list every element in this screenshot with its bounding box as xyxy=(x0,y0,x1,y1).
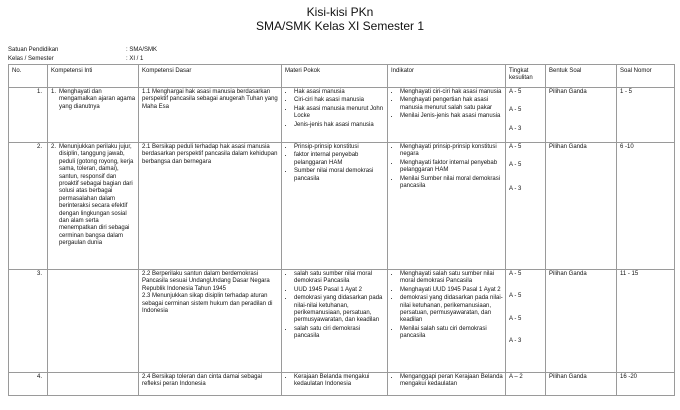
kd-item: 1.1 Menghargai hak asasi manusia berdasarkan perspektif pancasila sebagai anugerah Tuhan yang Maha Esa xyxy=(142,89,278,110)
tingkat-value: A - 5 xyxy=(509,293,522,300)
row-no: 1. xyxy=(9,88,48,143)
header-indikator: Indikator xyxy=(388,65,506,88)
indikator-item: • demokrasi yang didasarkan pada nilai-nilai ketuhanan, perikemanusiaan, persatuan, permusyawaratan, dan keadilan xyxy=(400,295,503,325)
row-ki xyxy=(48,143,139,270)
class-label: Kelas / Semester xyxy=(8,56,54,62)
grid-table xyxy=(8,64,675,396)
materi-item: • demokrasi yang didasarkan pada nilai-nilai ketuhanan, perikemanusiaan, persatuan, permusyawaratan, dan keadilan xyxy=(294,295,385,325)
tingkat-value: A - 3 xyxy=(509,338,522,345)
header-tingkat: Tingkat kesulitan xyxy=(506,65,546,88)
header-bentuk: Bentuk Soal xyxy=(546,65,617,88)
kd-item: 2.4 Bersikap toleran dan cinta damai sebagai refleksi peran Indonesia xyxy=(142,374,263,388)
indikator-item: • Menghayati faktor internal penyebab pelanggaran HAM xyxy=(400,160,503,175)
tingkat-value: A - 5 xyxy=(509,315,522,322)
materi-item: • Kerajaan Belanda mengakui kedaulatan Indonesia xyxy=(294,374,385,389)
tingkat-value: A - 5 xyxy=(509,144,522,150)
row-soal: 16 -20 xyxy=(617,373,675,396)
row-materi xyxy=(282,270,388,373)
ki-number: 1. xyxy=(51,89,57,95)
row-soal: 1 - 5 xyxy=(617,88,675,143)
materi-item: • Hak asasi manusia xyxy=(294,89,385,96)
indikator-item: • Menilai Sumber nilai moral demokrasi pancasila xyxy=(400,176,503,191)
header-soal: Soal Nomor xyxy=(617,65,675,88)
materi-item: • Ciri-ciri hak asasi manusia xyxy=(294,97,385,104)
indikator-item: • Menilai Jenis-jenis hak asasi manusia xyxy=(400,113,503,120)
materi-item: • Sumber nilai moral demokrasi pancasila xyxy=(294,168,385,183)
row-kd xyxy=(139,373,282,396)
table-row xyxy=(9,373,675,396)
table-row xyxy=(9,270,675,373)
ki-text: Menghayati dan mengamalkan ajaran agama yang dianutnya xyxy=(59,89,136,110)
indikator-item: • Menghayati prinsip-prinsip konstitusi negara xyxy=(400,144,503,159)
row-kd xyxy=(139,143,282,270)
row-ki xyxy=(48,88,139,143)
class-line xyxy=(8,55,143,63)
tingkat-value: A - 3 xyxy=(509,125,522,132)
row-no: 4. xyxy=(9,373,48,396)
header-ki: Kompetensi Inti xyxy=(48,65,139,88)
school-value: : SMA/SMK xyxy=(126,47,158,53)
row-no: 2. xyxy=(9,143,48,270)
school-line xyxy=(8,46,157,54)
materi-item: • UUD 1945 Pasal 1 Ayat 2 xyxy=(294,287,385,294)
row-materi xyxy=(282,143,388,270)
indikator-item: • Menghayati salah satu sumber nilai moral demokrasi Pancasila xyxy=(400,271,503,286)
row-indikator xyxy=(388,88,506,143)
indikator-item: • Menghayati ciri-ciri hak asasi manusia xyxy=(400,89,503,96)
materi-item: • Prinsip-prinsip konstitusi xyxy=(294,144,385,151)
row-indikator xyxy=(388,270,506,373)
materi-item: • Jenis-jenis hak asasi manusia xyxy=(294,122,385,129)
row-bentuk: Pilihan Ganda xyxy=(546,373,617,396)
row-ki xyxy=(48,270,139,373)
materi-item: • salah satu sumber nilai moral demokrasi Pancasila xyxy=(294,271,385,286)
indikator-item: • Menghayati pengertian hak asasi manusia menurut salah satu pakar xyxy=(400,97,503,112)
row-tingkat xyxy=(506,373,546,396)
table-row xyxy=(9,88,675,143)
tingkat-value: A - 5 xyxy=(509,107,522,114)
row-materi xyxy=(282,88,388,143)
materi-item: • faktor internal penyebab pelanggaran HAM xyxy=(294,152,385,167)
row-tingkat xyxy=(506,270,546,373)
row-bentuk: Pilihan Ganda xyxy=(546,143,617,270)
kd-item: 2.1 Bersikap peduli terhadap hak asasi manusia berdasarkan perspektif pancasila dalam kehidupan berbangsa dan bernegara xyxy=(142,144,278,165)
row-tingkat xyxy=(506,143,546,270)
document-title: Kisi-kisi PKn xyxy=(306,5,374,19)
row-indikator xyxy=(388,373,506,396)
materi-item: • Hak asasi manusia menurut John Locke xyxy=(294,106,385,121)
indikator-item: • Menghayati UUD 1945 Pasal 1 Ayat 2 xyxy=(400,287,503,294)
tingkat-value: A - 5 xyxy=(509,271,522,277)
row-soal: 11 - 15 xyxy=(617,270,675,373)
indikator-item: • Menilai salah satu ciri demokrasi pancasila xyxy=(400,326,503,341)
header-no: No. xyxy=(9,65,48,88)
row-bentuk: Pilihan Ganda xyxy=(546,270,617,373)
ki-number: 2. xyxy=(51,144,57,150)
table-row xyxy=(9,143,675,270)
row-soal: 6 -10 xyxy=(617,143,675,270)
school-label: Satuan Pendidikan xyxy=(8,47,59,53)
tingkat-value: A – 2 xyxy=(509,374,523,380)
header-materi: Materi Pokok xyxy=(282,65,388,88)
row-indikator xyxy=(388,143,506,270)
row-no: 3. xyxy=(9,270,48,373)
tingkat-value: A - 5 xyxy=(509,162,522,169)
row-ki xyxy=(48,373,139,396)
row-kd xyxy=(139,88,282,143)
kd-item: 2.3 Menunjukkan sikap disiplin terhadap aturan sebagai cerminan sistem hukum dan peradilan di Indonesia xyxy=(142,293,273,315)
row-tingkat xyxy=(506,88,546,143)
row-kd xyxy=(139,270,282,373)
materi-item: • salah satu ciri demokrasi pancasila xyxy=(294,326,385,341)
indikator-item: • Menganggapi peran Kerajaan Belanda mengakui kedaulatan xyxy=(400,374,503,389)
tingkat-value: A - 5 xyxy=(509,89,522,95)
tingkat-value: A - 3 xyxy=(509,185,522,192)
kd-item: 2.2 Berperilaku santun dalam berdemokrasi Pancasila sesuai UndangUndang Dasar Negara Republik Indonesia Tahun 1945 xyxy=(142,271,270,292)
header-kd: Kompetensi Dasar xyxy=(139,65,282,88)
table-header-row xyxy=(9,65,675,88)
ki-text: Menunjukkan perilaku jujur, disiplin, tanggung jawab, peduli (gotong royong, kerja sama, toleran, damai), santun, responsif dan proaktif sebagai bagian dari solusi atas berbagai permasalahan dalam berinteraksi secara efektif dengan lingkungan sosial dan alam serta menempatkan diri sebagai cerminan bangsa dalam pergaulan dunia xyxy=(59,144,134,247)
document-subtitle: SMA/SMK Kelas XI Semester 1 xyxy=(255,19,425,33)
row-bentuk: Pilihan Ganda xyxy=(546,88,617,143)
row-materi xyxy=(282,373,388,396)
class-value: : XI / 1 xyxy=(126,56,144,62)
